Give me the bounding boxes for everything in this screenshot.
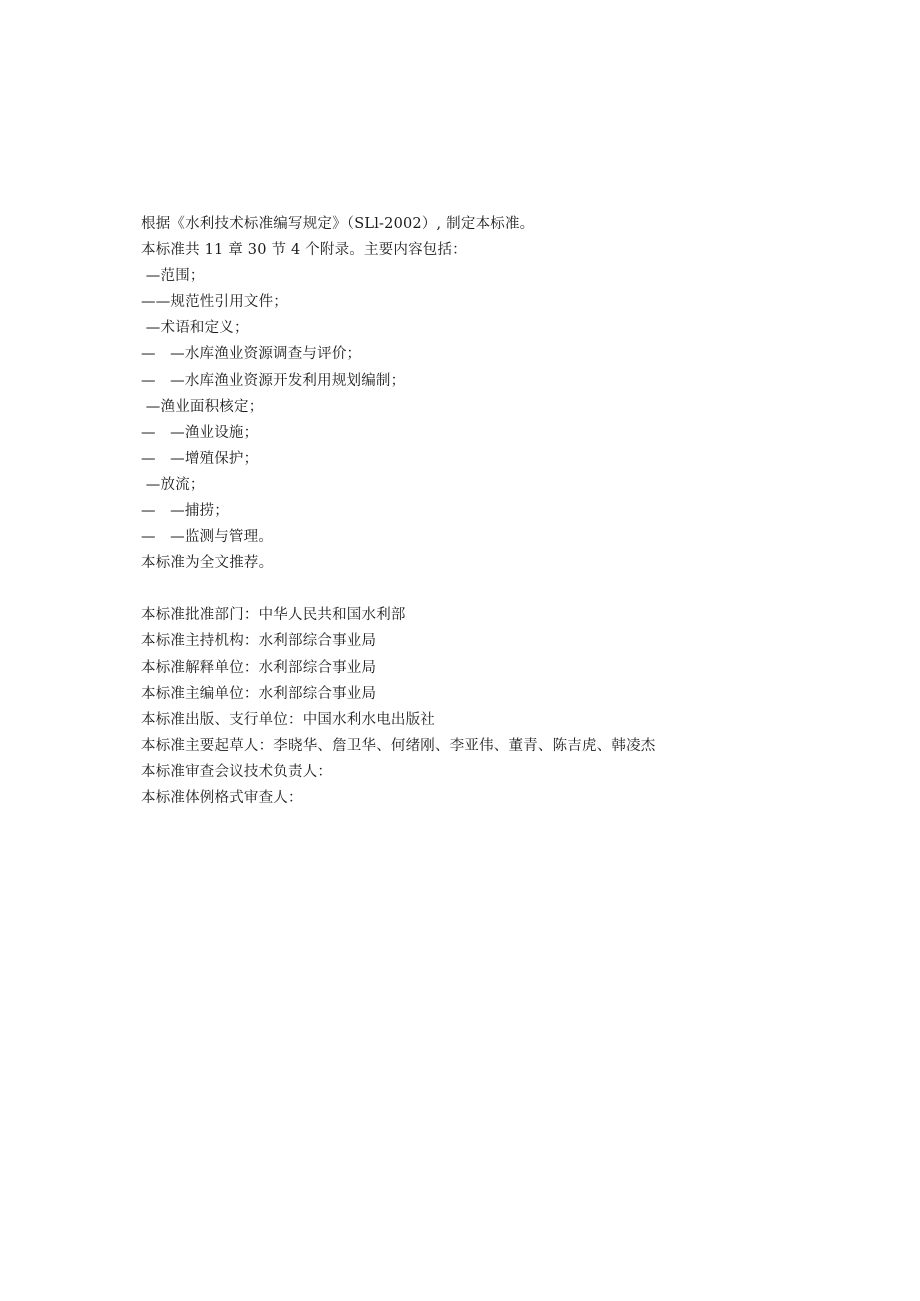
credit-line: 本标准解释单位：水利部综合事业局 (141, 659, 377, 676)
list-item: —范围； (141, 268, 205, 285)
list-item: ——规范性引用文件； (141, 294, 288, 311)
credit-line: 本标准审查会议技术负责人： (141, 763, 333, 780)
list-item: — —捕捞； (141, 503, 229, 520)
credit-line: 本标准主持机构：水利部综合事业局 (141, 633, 377, 650)
structure-summary: 本标准共 11 章 30 节 4 个附录。主要内容包括： (141, 242, 467, 259)
paragraph-gap (141, 576, 841, 602)
recommendation-statement: 本标准为全文推荐。 (141, 555, 274, 572)
credit-line: 本标准出版、支行单位：中国水利水电出版社 (141, 711, 435, 728)
basis-statement: 根据《水利技术标准编写规定》（SLl-2002）, 制定本标准。 (141, 216, 535, 232)
list-item: —放流； (141, 476, 205, 493)
credit-line: 本标准主编单位：水利部综合事业局 (141, 685, 377, 702)
list-item: — —水库渔业资源调查与评价； (141, 346, 362, 363)
document-body (141, 211, 841, 811)
credits-list (141, 602, 841, 811)
list-item: — —渔业设施； (141, 424, 259, 441)
credit-line: 本标准体例格式审查人： (141, 789, 303, 806)
credit-line: 本标准批准部门：中华人民共和国水利部 (141, 607, 406, 624)
credit-line: 本标准主要起草人：李晓华、詹卫华、何绪刚、李亚伟、董青、陈吉虎、韩凌杰 (141, 737, 656, 754)
list-item: — —水库渔业资源开发利用规划编制； (141, 372, 406, 389)
list-item: —渔业面积核定； (141, 398, 264, 415)
contents-list (141, 263, 841, 550)
list-item: — —监测与管理。 (141, 529, 274, 546)
list-item: —术语和定义； (141, 320, 249, 337)
list-item: — —增殖保护； (141, 450, 259, 467)
